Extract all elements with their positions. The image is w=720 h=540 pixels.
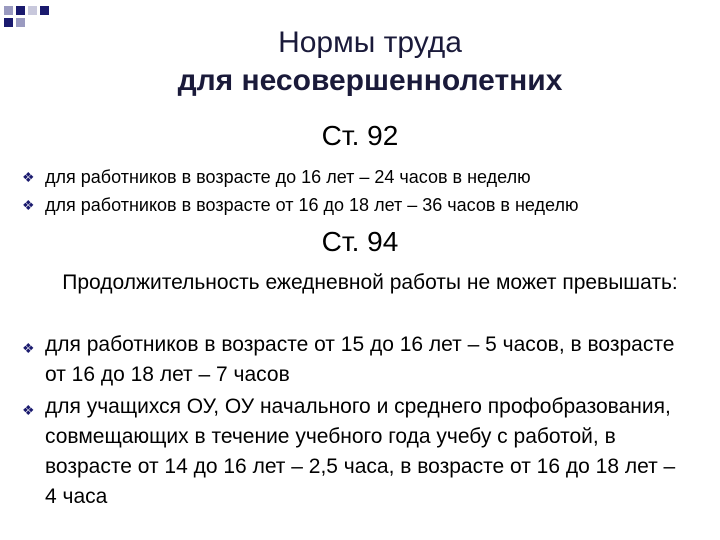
deco-square — [4, 18, 13, 27]
diamond-bullet-icon: ❖ — [22, 402, 35, 418]
article-94-intro: Продолжительность ежедневной работы не может превышать: — [62, 271, 678, 294]
deco-square — [4, 6, 13, 15]
article-92-heading: Ст. 92 — [321, 120, 399, 151]
diamond-bullet-icon: ❖ — [22, 197, 35, 213]
deco-square — [28, 6, 37, 15]
list-item-text: для работников в возрасте от 16 до 18 лет – 36 часов в неделю — [45, 195, 579, 215]
diamond-bullet-icon: ❖ — [22, 169, 35, 185]
deco-square — [40, 6, 49, 15]
list-item-text: для работников в возрасте от 15 до 16 лет – 5 часов, в возрасте от 16 до 18 лет – 7 часов — [45, 333, 675, 386]
title-line-2: для несовершеннолетних — [177, 64, 563, 97]
slide-title — [100, 24, 640, 100]
list-item-text: для учащихся ОУ, ОУ начального и среднего профобразования, совмещающих в течение учебного года учебу с работой, в возрасте от 14 до 16 лет – 2,5 часа, в возрасте от 16 до 18 лет – 4 часа — [45, 395, 676, 508]
deco-square — [16, 6, 25, 15]
diamond-bullet-icon: ❖ — [22, 340, 35, 356]
title-line-1: Нормы труда — [278, 26, 462, 59]
deco-square — [16, 18, 25, 27]
article-94-heading: Ст. 94 — [321, 226, 399, 257]
corner-decoration — [0, 0, 60, 40]
list-item-text: для работников в возрасте до 16 лет – 24 часов в неделю — [45, 167, 531, 187]
